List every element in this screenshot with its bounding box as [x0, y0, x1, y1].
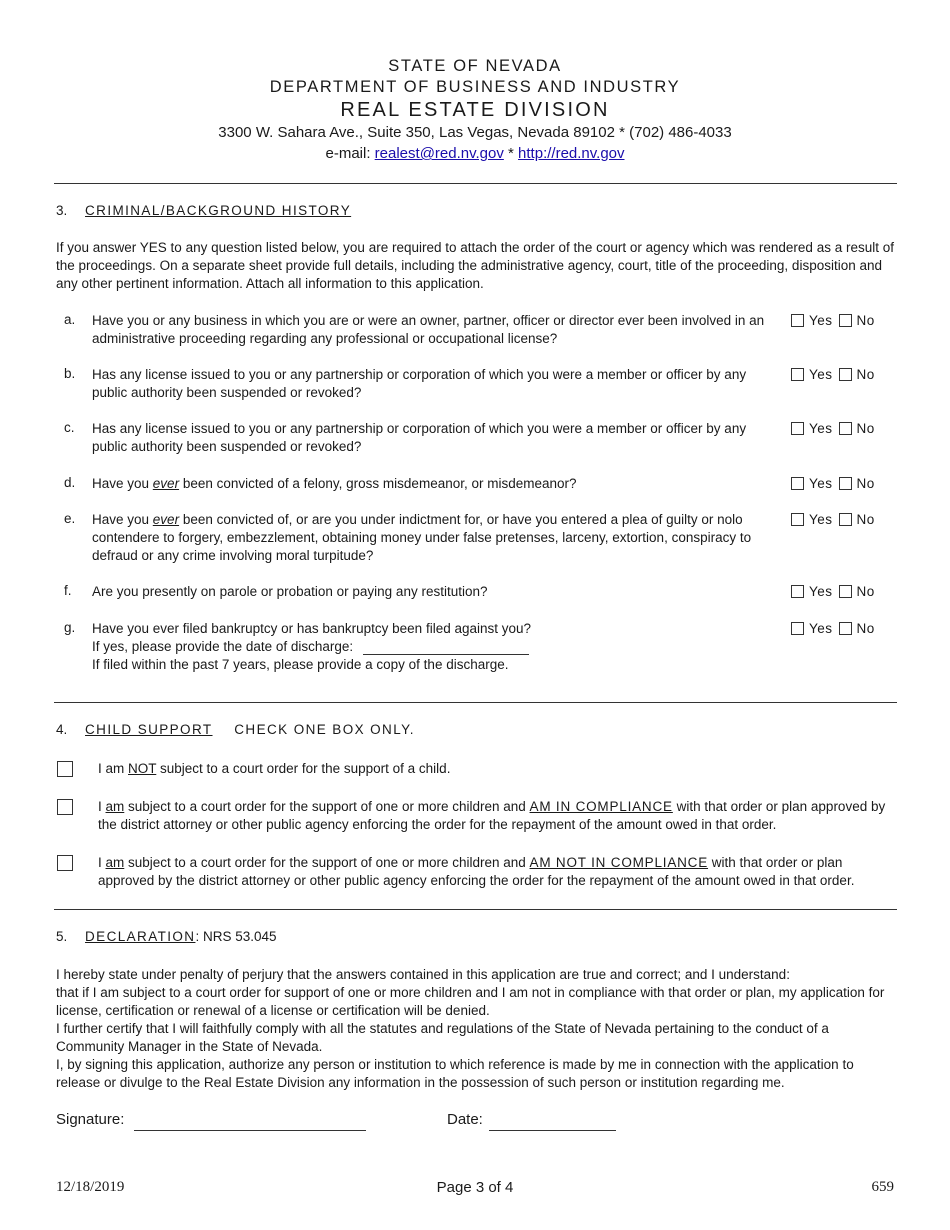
section-5-title: DECLARATION — [85, 929, 196, 944]
section-5-ref: : NRS 53.045 — [195, 929, 277, 944]
divider — [54, 183, 897, 184]
contact-separator: * — [503, 145, 519, 162]
question-c-answer — [791, 421, 881, 436]
no-label: No — [856, 313, 875, 328]
section-5-number: 5. — [56, 929, 68, 944]
opt1-pre: I am — [98, 761, 129, 776]
header-state: STATE OF NEVADA — [388, 57, 562, 75]
question-e-no-checkbox[interactable] — [839, 513, 852, 526]
divider — [54, 702, 897, 703]
yes-label: Yes — [809, 367, 833, 382]
header-contact — [0, 145, 950, 162]
question-g-main: Have you ever filed bankruptcy or has bankruptcy been filed against you? — [92, 621, 532, 636]
section-3-title: CRIMINAL/BACKGROUND HISTORY — [85, 203, 352, 218]
section-4-heading — [56, 722, 415, 737]
question-c-no-checkbox[interactable] — [839, 422, 852, 435]
yes-label: Yes — [809, 313, 833, 328]
question-c-yes-checkbox[interactable] — [791, 422, 804, 435]
email-label: e-mail: — [325, 145, 375, 162]
opt1-post: subject to a court order for the support of a child. — [156, 761, 451, 776]
signature-label: Signature: — [56, 1111, 125, 1128]
opt3-pre: I — [98, 855, 106, 870]
question-d-emphasis: ever — [152, 476, 180, 491]
child-support-option-1 — [98, 760, 898, 778]
question-e-pre: Have you — [92, 512, 153, 527]
question-g-discharge-label: If yes, please provide the date of discharge: — [92, 639, 354, 654]
question-f-text: Are you presently on parole or probation or paying any restitution? — [92, 584, 488, 599]
yes-label: Yes — [809, 584, 833, 599]
declaration-p4: I, by signing this application, authorize any person or institution to which reference is made by me in connection with the application to release or divulge to the Real Estate Division any information in the possession of such person or institution regarding me. — [56, 1057, 854, 1090]
opt1-emphasis: NOT — [128, 761, 157, 776]
child-support-option-3 — [98, 854, 898, 890]
question-b-answer — [791, 367, 881, 382]
opt2-compliance: AM IN COMPLIANCE — [529, 799, 673, 814]
child-support-option-2 — [98, 798, 898, 834]
question-d-answer — [791, 476, 881, 491]
question-b-no-checkbox[interactable] — [839, 368, 852, 381]
question-e-text — [92, 511, 752, 565]
section-3-intro: If you answer YES to any question listed below, you are required to attach the order of the court or agency which was rendered as a result of the proceedings. On a separate sheet provide full details, including the administrative agency, court, title of the proceeding, disposition and any other pertinent information. Attach all information to this application. — [56, 240, 894, 291]
question-f-answer — [791, 584, 881, 599]
no-label: No — [856, 512, 875, 527]
question-e-letter: e. — [64, 511, 76, 526]
question-g-text — [92, 620, 772, 674]
section-3-heading — [56, 203, 351, 218]
question-b-text: Has any license issued to you or any partnership or corporation of which you were a member or officer by any public authority been suspended or revoked? — [92, 367, 747, 400]
question-g-no-checkbox[interactable] — [839, 622, 852, 635]
email-link[interactable]: realest@red.nv.gov — [374, 145, 504, 162]
yes-label: Yes — [809, 421, 833, 436]
header-department: DEPARTMENT OF BUSINESS AND INDUSTRY — [269, 78, 681, 96]
question-b-letter: b. — [64, 366, 76, 381]
no-label: No — [856, 584, 875, 599]
question-e-yes-checkbox[interactable] — [791, 513, 804, 526]
opt2-mid: subject to a court order for the support of one or more children and — [124, 799, 530, 814]
question-e-emphasis: ever — [152, 512, 180, 527]
question-g-letter: g. — [64, 620, 76, 635]
question-d-yes-checkbox[interactable] — [791, 477, 804, 490]
opt3-compliance: AM NOT IN COMPLIANCE — [529, 855, 709, 870]
child-support-in-compliance-checkbox[interactable] — [57, 799, 73, 815]
date-field[interactable] — [489, 1130, 616, 1131]
footer-page-number: Page 3 of 4 — [436, 1179, 514, 1196]
question-c-letter: c. — [64, 420, 75, 435]
child-support-not-subject-checkbox[interactable] — [57, 761, 73, 777]
question-a-yes-checkbox[interactable] — [791, 314, 804, 327]
declaration-p3: I further certify that I will faithfully comply with all the statutes and regulations of the State of Nevada pertaining to the conduct of a Community Manager in the State of Nevada. — [56, 1021, 829, 1054]
question-e-post: been convicted of, or are you under indictment for, or have you entered a plea of guilty or nolo contendere to forgery, embezzlement, obtaining money under false pretenses, larceny, extortion, conspiracy to defraud or any crime involving moral turpitude? — [92, 512, 752, 563]
signature-field[interactable] — [134, 1130, 366, 1131]
declaration-p1: I hereby state under penalty of perjury that the answers contained in this application are true and correct; and I understand: — [56, 967, 790, 982]
section-4-number: 4. — [56, 722, 68, 737]
yes-label: Yes — [809, 512, 833, 527]
question-g-sub2: If filed within the past 7 years, please provide a copy of the discharge. — [92, 657, 509, 672]
opt3-emphasis: am — [105, 855, 125, 870]
yes-label: Yes — [809, 621, 833, 636]
question-d-text — [92, 475, 772, 493]
yes-label: Yes — [809, 476, 833, 491]
no-label: No — [856, 476, 875, 491]
question-d-no-checkbox[interactable] — [839, 477, 852, 490]
question-f-letter: f. — [64, 583, 72, 598]
declaration-p2: that if I am subject to a court order for support of one or more children and I am not in compliance with that order or plan, my application for license, certification or renewal of a license or certification will be denied. — [56, 985, 885, 1018]
declaration-text — [56, 966, 896, 1092]
opt2-post: with that order or plan approved by the district attorney or other public agency enforcing the order for the repayment of the amount owed in that order. — [98, 799, 886, 832]
header-division: REAL ESTATE DIVISION — [340, 99, 610, 121]
question-a-text: Have you or any business in which you are or were an owner, partner, officer or director ever been involved in an administrative proceeding regarding any professional or occupational license? — [92, 313, 765, 346]
section-4-instruction: CHECK ONE BOX ONLY. — [234, 722, 415, 737]
question-d-letter: d. — [64, 475, 76, 490]
opt2-pre: I — [98, 799, 106, 814]
question-a-no-checkbox[interactable] — [839, 314, 852, 327]
question-f-yes-checkbox[interactable] — [791, 585, 804, 598]
question-d-post: been convicted of a felony, gross misdemeanor, or misdemeanor? — [179, 476, 577, 491]
header-address: 3300 W. Sahara Ave., Suite 350, Las Vegas, Nevada 89102 * (702) 486-4033 — [218, 124, 732, 141]
discharge-date-field[interactable] — [363, 654, 529, 655]
opt2-emphasis: am — [105, 799, 125, 814]
question-c-text: Has any license issued to you or any partnership or corporation of which you were a member or officer by any public authority been suspended or revoked? — [92, 421, 747, 454]
section-5-heading — [56, 929, 277, 944]
no-label: No — [856, 621, 875, 636]
footer-form-number: 659 — [871, 1179, 894, 1195]
question-b-yes-checkbox[interactable] — [791, 368, 804, 381]
section-3-number: 3. — [56, 203, 68, 218]
date-label: Date: — [447, 1111, 483, 1128]
no-label: No — [856, 367, 875, 382]
section-4-title: CHILD SUPPORT — [85, 722, 213, 737]
website-link[interactable]: http://red.nv.gov — [518, 145, 625, 162]
question-g-yes-checkbox[interactable] — [791, 622, 804, 635]
opt3-mid: subject to a court order for the support of one or more children and — [124, 855, 530, 870]
question-e-answer — [791, 512, 881, 527]
opt3-post: with that order or plan approved by the district attorney or other public agency enforcing the order for the repayment of the amount owed in that order. — [98, 855, 855, 888]
no-label: No — [856, 421, 875, 436]
divider — [54, 909, 897, 910]
question-a-answer — [791, 313, 881, 328]
question-a-letter: a. — [64, 312, 76, 327]
question-d-pre: Have you — [92, 476, 153, 491]
question-g-answer — [791, 621, 881, 636]
footer-date: 12/18/2019 — [56, 1179, 125, 1195]
child-support-not-in-compliance-checkbox[interactable] — [57, 855, 73, 871]
question-f-no-checkbox[interactable] — [839, 585, 852, 598]
